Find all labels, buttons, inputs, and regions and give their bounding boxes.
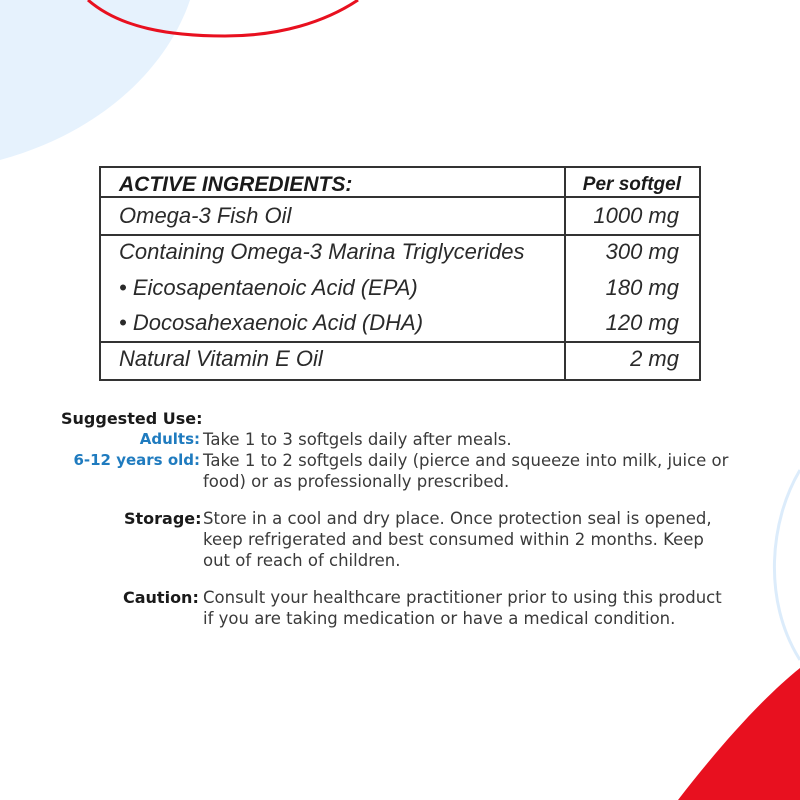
- table-column-divider: [564, 168, 566, 379]
- ingredient-name: • Eicosapentaenoic Acid (EPA): [119, 275, 418, 300]
- adults-text-line: Take 1 to 3 softgels daily after meals.: [203, 430, 512, 449]
- storage-text-line: keep refrigerated and best consumed within 2 months. Keep: [203, 530, 704, 549]
- caution-text: [203, 587, 722, 629]
- adults-label: Adults:: [139, 430, 200, 448]
- ingredient-amount: 2 mg: [630, 346, 679, 371]
- ingredient-name: Omega-3 Fish Oil: [119, 203, 292, 228]
- ingredient-amount: 120 mg: [605, 310, 679, 335]
- caution-label: Caution:: [123, 588, 199, 607]
- caution-text-line: if you are taking medication or have a medical condition.: [203, 609, 676, 628]
- ingredient-amount: 300 mg: [605, 239, 679, 264]
- adults-text: [203, 429, 512, 450]
- ingredients-table: [99, 166, 701, 381]
- ingredient-name: Natural Vitamin E Oil: [119, 346, 323, 371]
- kids-text-line: Take 1 to 2 softgels daily (pierce and squeeze into milk, juice or: [203, 451, 729, 470]
- storage-text-line: Store in a cool and dry place. Once protection seal is opened,: [203, 509, 712, 528]
- ingredient-amount: 180 mg: [605, 275, 679, 300]
- storage-label: Storage:: [124, 509, 202, 528]
- kids-label: 6-12 years old:: [73, 451, 200, 469]
- ingredient-amount: 1000 mg: [593, 203, 679, 228]
- table-header-ingredients: ACTIVE INGREDIENTS:: [119, 173, 353, 196]
- suggested-use-heading: Suggested Use:: [61, 409, 203, 428]
- ingredient-name: • Docosahexaenoic Acid (DHA): [119, 310, 424, 335]
- ingredient-name: Containing Omega-3 Marina Triglycerides: [119, 239, 525, 264]
- storage-text-line: out of reach of children.: [203, 551, 401, 570]
- kids-text: [203, 450, 728, 492]
- caution-text-line: Consult your healthcare practitioner prior to using this product: [203, 588, 722, 607]
- table-header-divider: [101, 196, 699, 198]
- table-header-per-softgel: Per softgel: [582, 174, 681, 195]
- table-row-divider: [101, 234, 699, 236]
- storage-text: [203, 508, 712, 571]
- table-row-divider: [101, 341, 699, 343]
- kids-text-line: food) or as professionally prescribed.: [203, 472, 510, 491]
